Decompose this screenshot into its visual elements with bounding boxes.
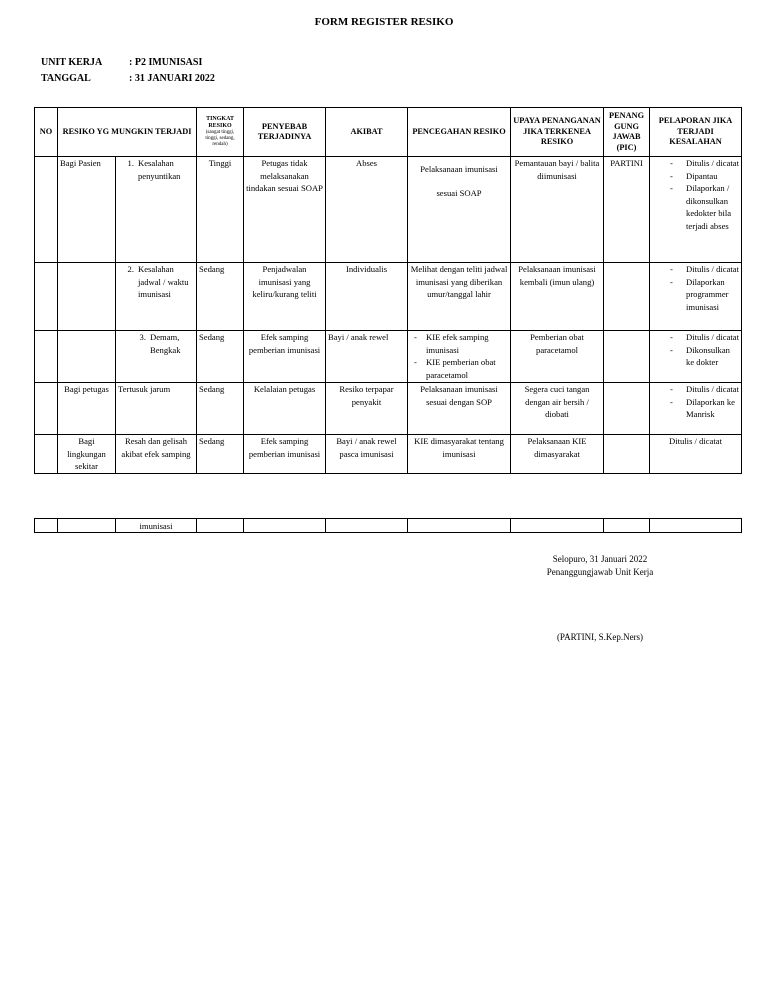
cell-pelaporan	[650, 383, 742, 435]
signature-role: Penanggungjawab Unit Kerja	[546, 567, 654, 577]
cell-resiko	[116, 157, 197, 263]
cell-resiko: imunisasi	[116, 519, 197, 533]
risk-number: 2.	[127, 264, 134, 274]
list-item: - Ditulis / dicatat	[652, 157, 739, 170]
cell-no	[35, 435, 58, 474]
cell-resiko: Tertusuk jarum	[116, 383, 197, 435]
cell-no	[35, 263, 58, 331]
header-akibat: AKIBAT	[326, 108, 408, 157]
cell-pelaporan	[650, 157, 742, 263]
cell-upaya: Pelaksanaan imunisasi kembali (imun ulang)	[511, 263, 604, 331]
cell-akibat: Individualis	[326, 263, 408, 331]
header-pic: PENANG GUNG JAWAB (PIC)	[604, 108, 650, 157]
cell-tingkat: Sedang	[197, 331, 244, 383]
header-tingkat	[197, 108, 244, 157]
cell-group: Bagi petugas	[58, 383, 116, 435]
cell-pencegahan: Pelaksanaan imunisasi sesuai dengan SOP	[408, 383, 511, 435]
list-item: - Dilaporkan ke Manrisk	[652, 396, 739, 421]
cell-penyebab: Petugas tidak melaksanakan tindakan sesuai SOAP	[244, 157, 326, 263]
header-pencegahan: PENCEGAHAN RESIKO	[408, 108, 511, 157]
risk-text: Demam, Bengkak	[150, 332, 181, 355]
list-item: - Ditulis / dicatat	[652, 383, 739, 396]
cell-group: Bagi Pasien	[58, 157, 116, 263]
cell-penyebab: Efek samping pemberian imunisasi	[244, 435, 326, 474]
cell-akibat: Bayi / anak rewel	[326, 331, 408, 383]
cell-akibat: Resiko terpapar penyakit	[326, 383, 408, 435]
table-row	[35, 157, 742, 263]
cell-pelaporan	[650, 263, 742, 331]
cell-tingkat: Sedang	[197, 263, 244, 331]
signature-place-date: Selopuro, 31 Januari 2022	[552, 554, 648, 564]
cell-pic: PARTINI	[604, 157, 650, 263]
risk-number: 3.	[139, 332, 146, 342]
list-item: - KIE pemberian obat paracetamol	[410, 356, 508, 381]
cell-pelaporan	[650, 331, 742, 383]
cell-pencegahan	[408, 519, 511, 533]
cell-pencegahan: KIE dimasyarakat tentang imunisasi	[408, 435, 511, 474]
cell-pic	[604, 263, 650, 331]
cell-pic	[604, 435, 650, 474]
header-tingkat-sub: (sangat tinggi, tinggi, sedang, rendah)	[205, 130, 235, 147]
unit-kerja-value: : P2 IMUNISASI	[129, 57, 203, 68]
cell-penyebab: Efek samping pemberian imunisasi	[244, 331, 326, 383]
signature-name: (PARTINI, S.Kep.Ners)	[556, 632, 644, 642]
risk-text: Kesalahan jadwal / waktu imunisasi	[138, 264, 189, 300]
cell-pic	[604, 383, 650, 435]
pencegahan-list	[410, 331, 508, 381]
cell-resiko: Resah dan gelisah akibat efek samping	[116, 435, 197, 474]
header-pelaporan: PELAPORAN JIKA TERJADI KESALAHAN	[650, 108, 742, 157]
table-row	[35, 519, 742, 533]
tanggal-value: : 31 JANUARI 2022	[129, 73, 215, 84]
cell-tingkat: Tinggi	[197, 157, 244, 263]
cell-upaya: Segera cuci tangan dengan air bersih / diobati	[511, 383, 604, 435]
header-tingkat-label: TINGKAT RESIKO	[206, 116, 234, 129]
header-row	[35, 108, 742, 157]
list-item: - Dikonsulkan ke dokter	[652, 344, 739, 369]
pelaporan-list	[652, 157, 739, 233]
cell-pelaporan	[650, 519, 742, 533]
tanggal-line	[41, 73, 215, 84]
pelaporan-list	[652, 331, 739, 369]
cell-pic	[604, 331, 650, 383]
cell-akibat: Bayi / anak rewel pasca imunisasi	[326, 435, 408, 474]
cell-no	[35, 383, 58, 435]
cell-penyebab	[244, 519, 326, 533]
table-row	[35, 331, 742, 383]
form-title: FORM REGISTER RESIKO	[314, 16, 454, 28]
pelaporan-list	[652, 383, 739, 421]
cell-upaya: Pemantauan bayi / balita diimunisasi	[511, 157, 604, 263]
pelaporan-list	[652, 263, 739, 313]
header-resiko: RESIKO YG MUNGKIN TERJADI	[58, 108, 197, 157]
cell-resiko	[116, 331, 197, 383]
risk-register-table	[34, 107, 742, 474]
cell-pic	[604, 519, 650, 533]
cell-pelaporan: Ditulis / dicatat	[650, 435, 742, 474]
header-penyebab: PENYEBAB TERJADINYA	[244, 108, 326, 157]
risk-text: Kesalahan penyuntikan	[138, 158, 181, 181]
cell-upaya: Pelaksanaan KIE dimasyarakat	[511, 435, 604, 474]
list-item: - Dipantau	[652, 170, 739, 183]
list-item: - KIE efek samping imunisasi	[410, 331, 508, 356]
cell-upaya	[511, 519, 604, 533]
cell-group: Bagi lingkungan sekitar	[58, 435, 116, 474]
cell-pencegahan: Melihat dengan teliti jadwal imunisasi yang diberikan umur/tanggal lahir	[408, 263, 511, 331]
cell-akibat	[326, 519, 408, 533]
cell-tingkat: Sedang	[197, 383, 244, 435]
list-item: - Ditulis / dicatat	[652, 263, 739, 276]
cell-no	[35, 519, 58, 533]
table-row	[35, 383, 742, 435]
cell-upaya: Pemberian obat paracetamol	[511, 331, 604, 383]
cell-no	[35, 331, 58, 383]
cell-group	[58, 263, 116, 331]
cell-no	[35, 157, 58, 263]
list-item: - Dilaporkan programmer imunisasi	[652, 276, 739, 314]
cell-resiko	[116, 263, 197, 331]
unit-kerja-line	[41, 57, 202, 68]
list-item: - Ditulis / dicatat	[652, 331, 739, 344]
cell-tingkat: Sedang	[197, 435, 244, 474]
cell-group	[58, 519, 116, 533]
header-upaya: UPAYA PENANGANAN JIKA TERKENEA RESIKO	[511, 108, 604, 157]
table-row	[35, 263, 742, 331]
risk-number: 1.	[127, 158, 134, 168]
cell-penyebab: Penjadwalan imunisasi yang keliru/kurang teliti	[244, 263, 326, 331]
continuation-table	[34, 518, 742, 533]
cell-group	[58, 331, 116, 383]
header-no: NO	[35, 108, 58, 157]
list-item: - Dilaporkan / dikonsulkan kedokter bila terjadi abses	[652, 182, 739, 232]
cell-pencegahan	[408, 331, 511, 383]
cell-penyebab: Kelalaian petugas	[244, 383, 326, 435]
cell-pencegahan: Pelaksanaan imunisasi sesuai SOAP	[408, 157, 511, 263]
cell-tingkat	[197, 519, 244, 533]
tanggal-label: TANGGAL	[41, 73, 91, 84]
table-row	[35, 435, 742, 474]
cell-akibat: Abses	[326, 157, 408, 263]
unit-kerja-label: UNIT KERJA	[41, 57, 103, 68]
